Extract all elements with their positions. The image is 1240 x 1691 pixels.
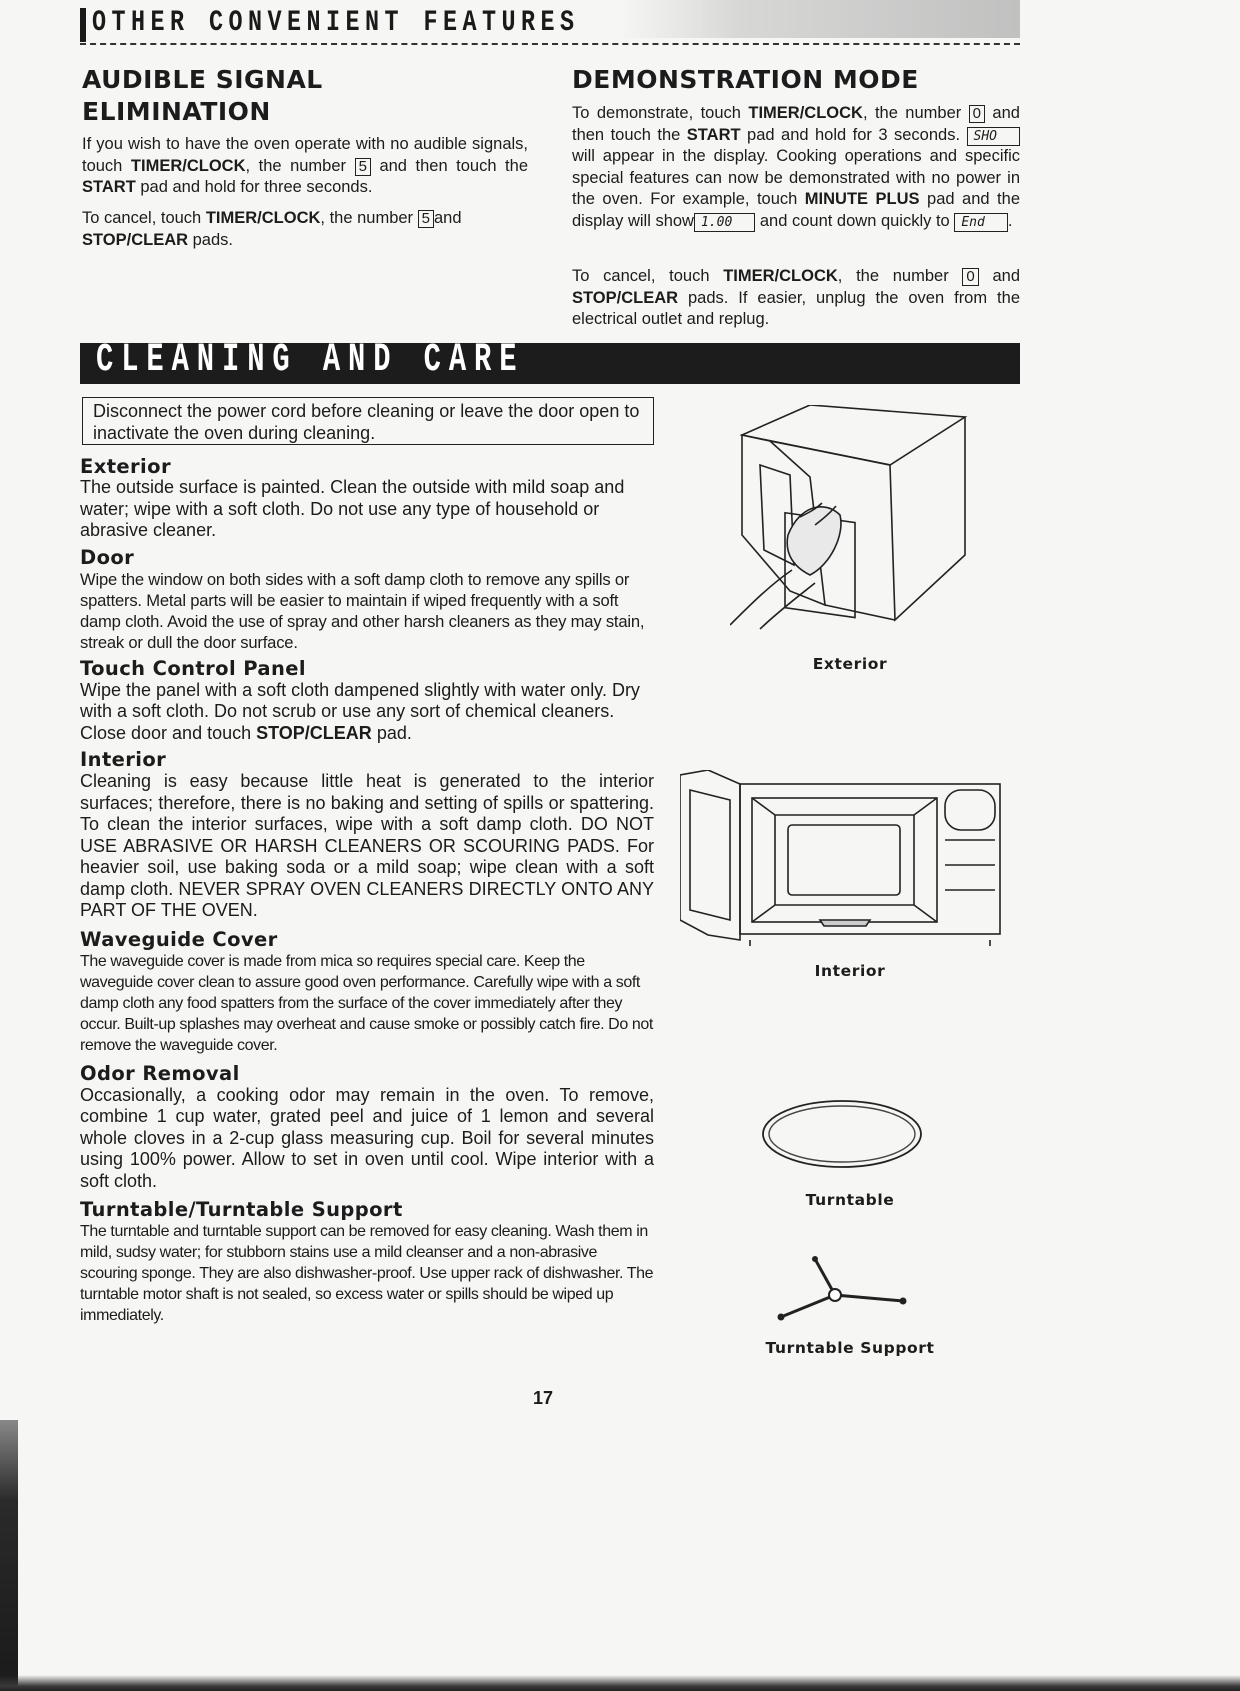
turntable-heading: Turntable/Turntable Support: [80, 1198, 403, 1221]
display-readout: SHO: [967, 127, 1020, 146]
page-number: 17: [533, 1388, 554, 1408]
audible-paragraph-2: To cancel, touch TIMER/CLOCK, the number 5 and STOP/CLEAR pads.: [82, 209, 462, 249]
interior-caption: Interior: [814, 962, 886, 980]
touch-panel-heading: Touch Control Panel: [80, 656, 306, 680]
header-title: OTHER CONVENIENT FEATURES: [92, 6, 580, 40]
cleaning-notice: Disconnect the power cord before cleaning or leave the door open to inactivate the oven during cleaning.: [82, 397, 654, 445]
audible-paragraph-1: If you wish to have the oven operate with no audible signals, touch TIMER/CLOCK, the number 5 and then touch the START pad and hold for three seconds.: [82, 135, 528, 196]
door-paragraph: Wipe the window on both sides with a soft damp cloth to remove any spills or spatters. Metal parts will be easier to maintain if wiped frequently with a soft damp cloth. Avoid the use of spray and other harsh cleaners as they may stain, streak or dull the door surface.: [80, 569, 645, 652]
exterior-caption: Exterior: [812, 655, 888, 673]
exterior-illustration: [730, 405, 975, 630]
cleaning-column: [80, 455, 654, 1326]
display-readout: End: [954, 213, 1007, 232]
number-key: 5: [355, 158, 371, 176]
interior-illustration: [680, 770, 1005, 950]
demo-paragraph-2: To cancel, touch TIMER/CLOCK, the number 0 and STOP/CLEAR pads. If easier, unplug the oven from the electrical outlet and replug.: [572, 267, 1020, 328]
audible-heading: [82, 64, 323, 128]
waveguide-paragraph: The waveguide cover is made from mica so requires special care. Keep the waveguide cover clean to assure good oven performance. Carefully wipe with a soft damp cloth any food spatters from the surface of the cover immediately after they occur. Built-up splashes may overheat and cause smoke or possibly catch fire. Do not remove the waveguide cover.: [80, 952, 653, 1054]
cleaning-title: CLEANING AND CARE: [96, 338, 525, 383]
display-readout: 1.00: [694, 213, 755, 232]
odor-paragraph: Occasionally, a cooking odor may remain in the oven. To remove, combine 1 cup water, grated peel and juice of 1 lemon and several whole cloves in a 2-cup glass measuring cup. Boil for several minutes using 100% power. Allow to set in oven until cool. Wipe interior with a soft cloth.: [80, 1084, 654, 1191]
exterior-heading: Exterior: [80, 455, 171, 478]
scan-edge-bottom: [0, 1675, 1240, 1691]
turntable-illustration: [760, 1098, 925, 1170]
number-key: 5: [418, 210, 434, 228]
waveguide-heading: Waveguide Cover: [80, 927, 278, 951]
interior-heading: Interior: [80, 748, 167, 771]
turntable-paragraph: The turntable and turntable support can be removed for easy cleaning. Wash them in mild, sudsy water; for stubborn stains use a mild cleanser and a non-abrasive scouring sponge. They are also dishwasher-proof. Use upper rack of dishwasher. The turntable motor shaft is not sealed, so excess water or spills should be wiped up immediately.: [80, 1223, 654, 1324]
audible-heading-line1: AUDIBLE SIGNAL: [82, 65, 323, 94]
turntable-caption: Turntable: [805, 1191, 895, 1209]
demo-paragraph-1: To demonstrate, touch TIMER/CLOCK, the number 0 and then touch the START pad and hold for 3 seconds. SHO will appear in the display. Cooking operations and specific special features can now be demonstrated with no power in the oven. For example, touch MINUTE PLUS pad and the display will show 1.00 and count down quickly to End .: [572, 104, 1020, 230]
door-heading: Door: [80, 545, 135, 569]
turntable-support-caption: Turntable Support: [765, 1339, 935, 1357]
interior-paragraph: Cleaning is easy because little heat is generated to the interior surfaces; therefore, there is no baking and setting of spills or spattering. To clean the interior surfaces, wipe with a soft damp cloth. DO NOT USE ABRASIVE OR HARSH CLEANERS OR SCOURING PADS. For heavier soil, use baking soda or a mild soap; wipe clean with a soft damp cloth. NEVER SPRAY OVEN CLEANERS DIRECTLY ONTO ANY PART OF THE OVEN.: [80, 771, 654, 920]
number-key: 0: [969, 105, 985, 123]
audible-heading-line2: ELIMINATION: [82, 97, 271, 126]
touch-panel-paragraph: Wipe the panel with a soft cloth dampened slightly with water only. Dry with a soft cloth. Do not scrub or use any sort of chemical cleaners. Close door and touch STOP/CLEAR pad.: [80, 679, 640, 743]
demo-heading: DEMONSTRATION MODE: [572, 65, 919, 94]
exterior-paragraph: The outside surface is painted. Clean the outside with mild soap and water; wipe with a soft cloth. Do not use any type of household or abrasive cleaner.: [80, 477, 625, 540]
header-divider: [80, 43, 1020, 45]
number-key: 0: [962, 268, 978, 286]
scan-edge-left: [0, 1420, 18, 1691]
turntable-support-illustration: [775, 1255, 910, 1325]
odor-heading: Odor Removal: [80, 1061, 240, 1085]
